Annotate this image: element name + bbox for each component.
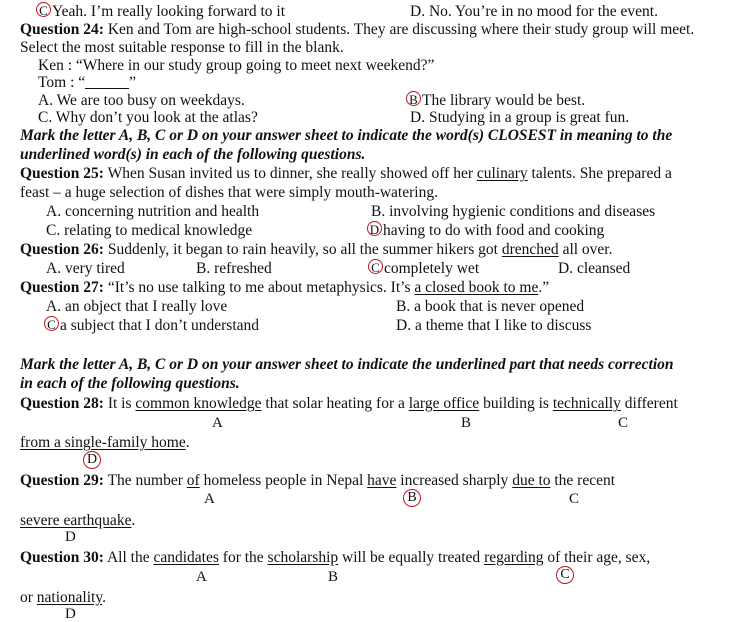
q30-letter-b: B xyxy=(328,569,339,585)
q25-stem: Question 25: When Susan invited us to dinner, she really showed off her culinary talents. She prepared a xyxy=(20,165,672,182)
q27-stem: Question 27: “It’s no use talking to me about metaphysics. It’s a closed book to me.” xyxy=(20,279,550,296)
q27-option-c: C a subject that I don’t understand xyxy=(44,316,259,335)
underlined-part-c: technically xyxy=(552,395,621,412)
q28-stem: Question 28: It is common knowledge that solar heating for a large office building is technically different xyxy=(20,395,678,412)
underlined-part-a: of xyxy=(186,472,200,489)
q24-ken-line: Ken : “Where in our study group going to meet next weekend?” xyxy=(38,57,435,74)
underlined-part-a: candidates xyxy=(153,549,219,566)
answer-blank xyxy=(85,76,129,89)
q23-option-d: D. No. You’re in no mood for the event. xyxy=(410,3,658,20)
q25-option-c: C. relating to medical knowledge xyxy=(46,222,253,239)
q24-option-d: D. Studying in a group is great fun. xyxy=(410,109,630,126)
q28-letter-a: A xyxy=(212,415,223,431)
underlined-part-b: large office xyxy=(408,395,480,412)
q24-option-a: A. We are too busy on weekdays. xyxy=(38,92,245,109)
underlined-part-d: nationality xyxy=(36,589,103,606)
q27-option-d: D. a theme that I like to discuss xyxy=(396,317,592,334)
q25-stem-2: feast – a huge selection of dishes that were simply mouth-watering. xyxy=(20,184,438,201)
answer-circle-icon: C xyxy=(36,2,51,17)
underlined-part-d: from a single-family home xyxy=(20,434,186,451)
q26-stem: Question 26: Suddenly, it began to rain heavily, so all the summer hikers got drenched all over. xyxy=(20,241,613,258)
answer-circle-icon: B xyxy=(403,489,421,507)
q28-stem-2: from a single-family home. xyxy=(20,434,190,451)
q26-option-b: B. refreshed xyxy=(196,260,272,277)
q26-option-a: A. very tired xyxy=(46,260,125,277)
answer-circle-icon: C xyxy=(556,566,574,584)
q30-letter-d: D xyxy=(65,606,76,622)
underlined-part-c: regarding xyxy=(484,549,544,566)
q29-letter-c: C xyxy=(569,491,580,507)
answer-circle-icon: B xyxy=(406,91,421,106)
section-correction-instruction-2: in each of the following questions. xyxy=(20,375,240,392)
q25-option-b: B. involving hygienic conditions and diseases xyxy=(371,203,656,220)
q28-letter-c: C xyxy=(618,415,629,431)
underlined-part-c: due to xyxy=(512,472,551,489)
q29-letter-d: D xyxy=(65,529,76,545)
section-closest-instruction: Mark the letter A, B, C or D on your answer sheet to indicate the word(s) CLOSEST in meaning to the xyxy=(20,127,673,144)
underlined-part-d: severe earthquake xyxy=(20,512,132,529)
q25-option-d: D having to do with food and cooking xyxy=(367,221,604,240)
q29-stem: Question 29: The number of homeless people in Nepal have increased sharply due to the recent xyxy=(20,472,616,489)
q30-letter-a: A xyxy=(196,569,207,585)
q27-option-a: A. an object that I really love xyxy=(46,298,228,315)
underlined-word: drenched xyxy=(501,241,559,258)
q24-instruction: Select the most suitable response to fill in the blank. xyxy=(20,39,344,56)
underlined-word: culinary xyxy=(476,165,528,182)
q26-option-d: D. cleansed xyxy=(558,260,631,277)
section-closest-instruction-2: underlined word(s) in each of the following questions. xyxy=(20,146,366,163)
q23-option-c: C Yeah. I’m really looking forward to it xyxy=(36,2,285,21)
section-correction-instruction: Mark the letter A, B, C or D on your answer sheet to indicate the underlined part that needs correction xyxy=(20,356,674,373)
underlined-part-a: common knowledge xyxy=(135,395,262,412)
q24-tom-line: Tom : “ ” xyxy=(38,74,137,91)
q24-option-c: C. Why don’t you look at the atlas? xyxy=(38,109,258,126)
answer-circle-icon: C xyxy=(44,316,59,331)
q30-stem-2: or nationality. xyxy=(20,589,106,606)
answer-circle-icon: D xyxy=(83,451,101,469)
underlined-phrase: a closed book to me xyxy=(414,279,539,296)
q24-option-b: B The library would be best. xyxy=(406,91,585,110)
answer-circle-icon: D xyxy=(367,221,382,236)
q30-stem: Question 30: All the candidates for the scholarship will be equally treated regarding of their age, sex, xyxy=(20,549,651,566)
q25-option-a: A. concerning nutrition and health xyxy=(46,203,260,220)
answer-circle-icon: C xyxy=(368,259,383,274)
q29-stem-2: severe earthquake. xyxy=(20,512,136,529)
q27-option-b: B. a book that is never opened xyxy=(396,298,585,315)
underlined-part-b: scholarship xyxy=(267,549,339,566)
q29-letter-a: A xyxy=(204,491,215,507)
q26-option-c: C completely wet xyxy=(368,259,479,278)
q24-stem: Question 24: Ken and Tom are high-school students. They are discussing where their study group will meet. xyxy=(20,21,695,38)
q28-letter-b: B xyxy=(461,415,472,431)
underlined-part-b: have xyxy=(367,472,397,489)
